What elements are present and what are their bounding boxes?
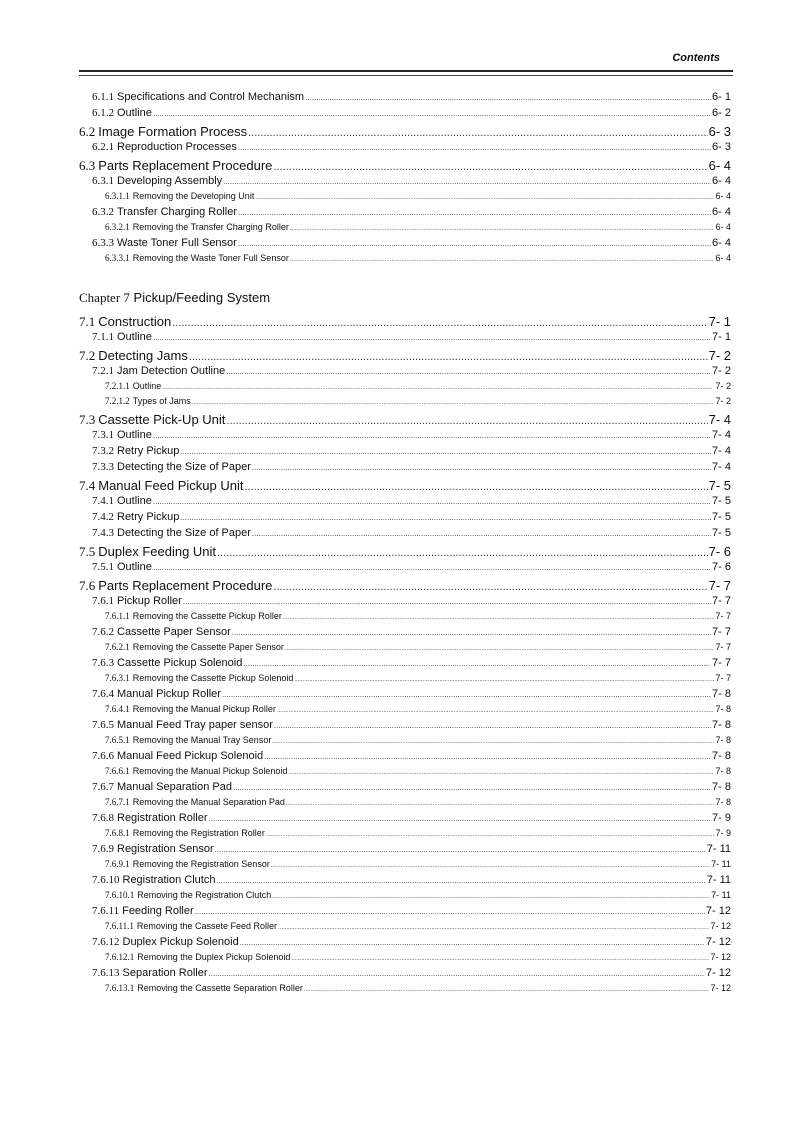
- toc-entry[interactable]: [79, 874, 731, 890]
- toc-entry-page: 7- 8: [715, 766, 731, 776]
- toc-leader-dots: [215, 845, 706, 854]
- toc-entry[interactable]: [79, 859, 731, 874]
- toc-leader-dots: [222, 690, 711, 699]
- toc-leader-dots: [243, 659, 711, 668]
- toc-entry-number: 7.2.1.2: [105, 396, 130, 406]
- toc-leader-dots: [288, 770, 714, 776]
- toc-entry-title: Registration Clutch: [122, 874, 216, 886]
- toc-leader-dots: [153, 431, 711, 440]
- toc-leader-dots: [217, 547, 708, 559]
- toc-entry-number: 7.2.1.1: [105, 381, 130, 391]
- chapter-7-title: Pickup/Feeding System: [133, 290, 271, 305]
- toc-entry-number: 6.3.3: [92, 237, 114, 249]
- toc-leader-dots: [233, 783, 711, 792]
- toc-entry-page: 7- 11: [706, 843, 731, 855]
- toc-entry-title: Manual Feed Tray paper sensor: [117, 719, 273, 731]
- toc-entry[interactable]: [79, 936, 731, 952]
- toc-entry-page: 7- 9: [712, 812, 731, 824]
- toc-entry-title: Image Formation Process: [98, 124, 248, 139]
- toc-entry-title: Registration Roller: [117, 812, 208, 824]
- toc-entry[interactable]: [79, 314, 731, 331]
- toc-entry-title: Feeding Roller: [122, 905, 194, 917]
- toc-entry-number: 7.5.1: [92, 561, 114, 573]
- toc-entry-number: 7.6.11.1: [105, 921, 134, 931]
- toc-entry-title: Cassette Pickup Solenoid: [117, 657, 243, 669]
- toc-entry-page: 7- 8: [712, 688, 731, 700]
- toc-entry-number: 7.6: [79, 578, 96, 593]
- toc-entry-title: Pickup Roller: [117, 595, 182, 607]
- toc-entry-number: 7.6.13.1: [105, 983, 135, 993]
- toc-entry-page: 7- 2: [715, 381, 731, 391]
- toc-entry-page: 7- 8: [715, 735, 731, 745]
- toc-entry[interactable]: [79, 527, 731, 543]
- toc-entry-number: 7.6.12.1: [105, 952, 135, 962]
- toc-entry-number: 7.6.5: [92, 719, 114, 731]
- toc-entry-number: 7.4.3: [92, 527, 114, 539]
- toc-entry-page: 7- 4: [712, 461, 731, 473]
- toc-entry[interactable]: [79, 544, 731, 561]
- toc-entry-page: 6- 4: [712, 206, 731, 218]
- toc-entry-title: Specifications and Control Mechanism: [117, 91, 305, 103]
- toc-entry-page: 7- 5: [708, 478, 731, 493]
- toc-entry-page: 7- 7: [715, 673, 731, 683]
- toc-leader-dots: [195, 907, 705, 916]
- toc-leader-dots: [172, 317, 707, 329]
- toc-entry-title: Removing the Developing Unit: [132, 191, 255, 201]
- toc-leader-dots: [238, 239, 711, 248]
- toc-entry-number: 7.6.8.1: [105, 828, 130, 838]
- toc-entry-title: Parts Replacement Procedure: [98, 578, 273, 593]
- toc-entry-title: Retry Pickup: [117, 445, 180, 457]
- toc-entry-number: 7.4.2: [92, 511, 114, 523]
- toc-entry[interactable]: [79, 657, 731, 673]
- chapter-7-prefix: Chapter 7: [79, 290, 130, 305]
- toc-entry-title: Removing the Cassete Feed Roller: [136, 921, 277, 931]
- toc-leader-dots: [223, 177, 711, 186]
- toc-entry-page: 7- 5: [712, 511, 731, 523]
- toc-entry-title: Separation Roller: [122, 967, 208, 979]
- toc-entry[interactable]: [79, 890, 731, 905]
- toc-entry-title: Removing the Manual Pickup Roller: [132, 704, 276, 714]
- toc-leader-dots: [153, 333, 711, 342]
- toc-entry[interactable]: [79, 704, 731, 719]
- toc-entry-title: Removing the Cassette Paper Sensor: [132, 642, 284, 652]
- toc-entry[interactable]: [79, 843, 731, 859]
- toc-entry-number: 7.6.6: [92, 750, 114, 762]
- toc-entry-page: 7- 6: [712, 561, 731, 573]
- toc-leader-dots: [252, 463, 711, 472]
- toc-entry-page: 7- 7: [712, 657, 731, 669]
- toc-leader-dots: [180, 513, 711, 522]
- toc-entry-title: Removing the Cassette Pickup Roller: [132, 611, 282, 621]
- toc-entry-page: 7- 4: [708, 412, 731, 427]
- toc-entry-title: Cassette Pick-Up Unit: [98, 412, 226, 427]
- toc-entry[interactable]: [79, 331, 731, 347]
- toc-entry-title: Removing the Transfer Charging Roller: [132, 222, 289, 232]
- toc-leader-dots: [290, 257, 715, 263]
- toc-leader-dots: [274, 721, 711, 730]
- toc-entry-title: Cassette Paper Sensor: [117, 626, 231, 638]
- toc-leader-dots: [291, 956, 709, 962]
- toc-entry-page: 7- 9: [715, 828, 731, 838]
- toc-entry[interactable]: [79, 412, 731, 429]
- toc-entry[interactable]: [79, 905, 731, 921]
- toc-entry-page: 6- 3: [708, 124, 731, 139]
- toc-entry-number: 7.3.2: [92, 445, 114, 457]
- toc-leader-dots: [277, 708, 715, 714]
- toc-entry-number: 7.6.8: [92, 812, 114, 824]
- toc-entry-number: 6.1.2: [92, 107, 114, 119]
- toc-entry-number: 7.5: [79, 544, 96, 559]
- toc-entry-title: Duplex Feeding Unit: [98, 544, 217, 559]
- toc-entry-number: 7.3.3: [92, 461, 114, 473]
- toc-entry-title: Outline: [117, 561, 152, 573]
- toc-leader-dots: [264, 752, 711, 761]
- toc-entry[interactable]: [79, 611, 731, 626]
- toc-entry-number: 7.6.2.1: [105, 642, 130, 652]
- toc-entry-title: Removing the Manual Tray Sensor: [132, 735, 272, 745]
- toc-entry-page: 7- 1: [708, 314, 731, 329]
- toc-entry[interactable]: [79, 688, 731, 704]
- toc-entry-page: 7- 7: [708, 578, 731, 593]
- toc-entry[interactable]: [79, 781, 731, 797]
- toc-entry-number: 7.4.1: [92, 495, 114, 507]
- toc-entry-title: Removing the Registration Roller: [132, 828, 265, 838]
- toc-entry-title: Removing the Registration Clutch: [137, 890, 272, 900]
- toc-entry[interactable]: [79, 812, 731, 828]
- toc-entry-page: 6- 4: [715, 191, 731, 201]
- toc-entry[interactable]: [79, 141, 731, 157]
- toc-entry[interactable]: [79, 983, 731, 998]
- toc-entry[interactable]: [79, 766, 731, 781]
- toc-entry-title: Developing Assembly: [117, 175, 223, 187]
- toc-entry-number: 7.4: [79, 478, 96, 493]
- toc-leader-dots: [209, 969, 705, 978]
- toc-entry-page: 7- 4: [712, 445, 731, 457]
- toc-leader-dots: [232, 628, 711, 637]
- toc-entry-title: Outline: [117, 107, 152, 119]
- toc-entry-title: Removing the Manual Separation Pad: [132, 797, 285, 807]
- toc-entry-number: 7.1.1: [92, 331, 114, 343]
- toc-entry-number: 7.6.7.1: [105, 797, 130, 807]
- toc-entry-title: Outline: [132, 381, 162, 391]
- toc-entry-page: 7- 11: [706, 874, 731, 886]
- toc-entry-number: 7.6.9: [92, 843, 114, 855]
- toc-entry-page: 7- 12: [705, 967, 731, 979]
- toc-block-chapter-6: [79, 91, 731, 268]
- toc-entry-number: 7.6.7: [92, 781, 114, 793]
- toc-entry-page: 7- 11: [711, 890, 731, 900]
- toc-entry-number: 7.2: [79, 348, 96, 363]
- toc-entry-number: 7.1: [79, 314, 96, 329]
- running-header: Contents: [672, 52, 720, 64]
- toc-entry-title: Reproduction Processes: [117, 141, 237, 153]
- toc-entry[interactable]: [79, 348, 731, 365]
- toc-leader-dots: [183, 597, 711, 606]
- toc-entry-number: 7.6.9.1: [105, 859, 130, 869]
- toc-entry-title: Detecting the Size of Paper: [117, 527, 251, 539]
- toc-leader-dots: [226, 367, 711, 376]
- toc-entry-page: 7- 12: [710, 921, 731, 931]
- toc-entry-number: 7.6.10: [92, 874, 120, 886]
- toc-leader-dots: [305, 93, 711, 102]
- header-rule-thick: [79, 70, 733, 72]
- toc-entry-number: 7.3: [79, 412, 96, 427]
- header-rule-thin: [79, 75, 733, 76]
- toc-block-chapter-7: [79, 313, 731, 998]
- toc-leader-dots: [290, 226, 715, 232]
- toc-leader-dots: [216, 876, 705, 885]
- toc-entry-title: Removing the Cassette Separation Roller: [137, 983, 303, 993]
- toc-entry-title: Parts Replacement Procedure: [98, 158, 273, 173]
- toc-entry-page: 6- 4: [715, 253, 731, 263]
- toc-entry-number: 7.2.1: [92, 365, 114, 377]
- toc-entry-number: 6.3: [79, 158, 96, 173]
- toc-entry[interactable]: [79, 445, 731, 461]
- toc-entry-title: Outline: [117, 429, 152, 441]
- toc-entry[interactable]: [79, 429, 731, 445]
- toc-leader-dots: [162, 385, 714, 391]
- toc-entry-page: 7- 7: [715, 642, 731, 652]
- toc-entry[interactable]: [79, 461, 731, 477]
- toc-leader-dots: [192, 400, 715, 406]
- toc-entry-title: Duplex Pickup Solenoid: [122, 936, 239, 948]
- toc-leader-dots: [226, 415, 707, 427]
- toc-entry[interactable]: [79, 478, 731, 495]
- toc-leader-dots: [255, 195, 714, 201]
- chapter-7-heading: [79, 290, 270, 306]
- toc-entry[interactable]: [79, 222, 731, 237]
- toc-entry-number: 7.6.11: [92, 905, 120, 917]
- toc-entry[interactable]: [79, 626, 731, 642]
- toc-leader-dots: [153, 109, 711, 118]
- toc-entry-page: 6- 3: [712, 141, 731, 153]
- toc-entry[interactable]: [79, 561, 731, 577]
- toc-leader-dots: [189, 351, 708, 363]
- toc-entry-number: 6.3.2.1: [105, 222, 130, 232]
- toc-entry[interactable]: [79, 735, 731, 750]
- toc-entry-title: Construction: [98, 314, 172, 329]
- toc-entry-page: 6- 2: [712, 107, 731, 119]
- toc-entry-number: 6.3.1: [92, 175, 114, 187]
- toc-entry[interactable]: [79, 91, 731, 107]
- toc-entry-page: 7- 8: [715, 797, 731, 807]
- toc-entry-page: 6- 4: [712, 175, 731, 187]
- toc-entry-number: 7.6.6.1: [105, 766, 130, 776]
- toc-entry-page: 7- 12: [710, 983, 731, 993]
- toc-entry[interactable]: [79, 750, 731, 766]
- toc-entry-number: 7.6.4: [92, 688, 114, 700]
- toc-entry[interactable]: [79, 595, 731, 611]
- toc-entry-page: 7- 7: [712, 626, 731, 638]
- toc-entry[interactable]: [79, 237, 731, 253]
- toc-entry-title: Removing the Registration Sensor: [132, 859, 270, 869]
- toc-entry[interactable]: [79, 365, 731, 381]
- toc-entry[interactable]: [79, 206, 731, 222]
- toc-leader-dots: [278, 925, 709, 931]
- toc-entry-title: Manual Feed Pickup Unit: [98, 478, 244, 493]
- toc-leader-dots: [153, 497, 711, 506]
- toc-entry-title: Outline: [117, 331, 152, 343]
- toc-entry-number: 7.6.1.1: [105, 611, 130, 621]
- toc-entry[interactable]: [79, 511, 731, 527]
- toc-leader-dots: [252, 529, 711, 538]
- toc-leader-dots: [273, 581, 707, 593]
- toc-leader-dots: [248, 127, 708, 139]
- toc-leader-dots: [294, 677, 714, 683]
- toc-entry[interactable]: [79, 124, 731, 141]
- toc-entry-title: Waste Toner Full Sensor: [117, 237, 237, 249]
- toc-entry-page: 7- 5: [712, 527, 731, 539]
- toc-entry[interactable]: [79, 828, 731, 843]
- toc-entry-number: 7.6.1: [92, 595, 114, 607]
- toc-entry-title: Removing the Waste Toner Full Sensor: [132, 253, 289, 263]
- toc-entry-number: 6.2.1: [92, 141, 114, 153]
- toc-entry[interactable]: [79, 797, 731, 812]
- toc-leader-dots: [245, 481, 708, 493]
- toc-leader-dots: [283, 615, 715, 621]
- toc-entry-title: Detecting Jams: [98, 348, 188, 363]
- toc-leader-dots: [304, 987, 710, 993]
- toc-entry-title: Jam Detection Outline: [117, 365, 226, 377]
- toc-leader-dots: [153, 563, 711, 572]
- toc-entry-page: 7- 8: [712, 750, 731, 762]
- toc-leader-dots: [240, 938, 705, 947]
- toc-entry-page: 6- 1: [712, 91, 731, 103]
- toc-leader-dots: [180, 447, 711, 456]
- toc-entry-page: 7- 12: [705, 905, 731, 917]
- toc-entry-number: 6.3.2: [92, 206, 114, 218]
- toc-entry-number: 6.3.1.1: [105, 191, 130, 201]
- toc-entry-page: 7- 8: [715, 704, 731, 714]
- toc-entry-number: 6.2: [79, 124, 96, 139]
- toc-entry-page: 6- 4: [715, 222, 731, 232]
- toc-entry-page: 7- 2: [715, 396, 731, 406]
- toc-entry-number: 7.6.2: [92, 626, 114, 638]
- toc-entry[interactable]: [79, 495, 731, 511]
- toc-entry-number: 7.6.5.1: [105, 735, 130, 745]
- toc-entry-page: 7- 5: [712, 495, 731, 507]
- toc-entry-page: 7- 8: [712, 781, 731, 793]
- toc-entry-page: 7- 2: [708, 348, 731, 363]
- toc-leader-dots: [272, 894, 710, 900]
- toc-entry-title: Manual Pickup Roller: [117, 688, 221, 700]
- toc-entry-page: 7- 7: [715, 611, 731, 621]
- toc-entry-title: Manual Separation Pad: [117, 781, 232, 793]
- toc-entry-page: 7- 7: [712, 595, 731, 607]
- toc-entry[interactable]: [79, 578, 731, 595]
- toc-entry-page: 6- 4: [712, 237, 731, 249]
- toc-entry[interactable]: [79, 381, 731, 396]
- toc-leader-dots: [238, 208, 711, 217]
- toc-entry-title: Retry Pickup: [117, 511, 180, 523]
- toc-entry[interactable]: [79, 642, 731, 657]
- toc-leader-dots: [272, 739, 714, 745]
- toc-leader-dots: [208, 814, 711, 823]
- toc-entry-page: 7- 11: [711, 859, 731, 869]
- toc-entry-title: Outline: [117, 495, 152, 507]
- toc-entry-number: 7.6.4.1: [105, 704, 130, 714]
- toc-entry-number: 7.6.12: [92, 936, 120, 948]
- toc-entry[interactable]: [79, 107, 731, 123]
- toc-entry[interactable]: [79, 719, 731, 735]
- toc-entry[interactable]: [79, 967, 731, 983]
- toc-entry-number: 7.6.10.1: [105, 890, 135, 900]
- toc-entry-number: 6.3.3.1: [105, 253, 130, 263]
- toc-entry-number: 7.3.1: [92, 429, 114, 441]
- toc-entry[interactable]: [79, 191, 731, 206]
- toc-entry-page: 7- 8: [712, 719, 731, 731]
- toc-entry-title: Types of Jams: [132, 396, 191, 406]
- toc-leader-dots: [238, 143, 711, 152]
- toc-entry-page: 7- 6: [708, 544, 731, 559]
- toc-entry[interactable]: [79, 158, 731, 175]
- toc-entry[interactable]: [79, 952, 731, 967]
- toc-entry-number: 7.6.3.1: [105, 673, 130, 683]
- toc-leader-dots: [286, 801, 715, 807]
- toc-entry-page: 6- 4: [708, 158, 731, 173]
- toc-leader-dots: [266, 832, 715, 838]
- toc-entry[interactable]: [79, 253, 731, 268]
- toc-entry[interactable]: [79, 921, 731, 936]
- toc-entry-title: Detecting the Size of Paper: [117, 461, 251, 473]
- toc-entry-title: Removing the Cassette Pickup Solenoid: [132, 673, 294, 683]
- toc-entry-title: Transfer Charging Roller: [117, 206, 238, 218]
- toc-entry-page: 7- 4: [712, 429, 731, 441]
- toc-entry-title: Manual Feed Pickup Solenoid: [117, 750, 264, 762]
- toc-entry-title: Registration Sensor: [117, 843, 214, 855]
- toc-entry-number: 6.1.1: [92, 91, 114, 103]
- toc-leader-dots: [273, 161, 707, 173]
- toc-entry-number: 7.6.13: [92, 967, 120, 979]
- toc-entry[interactable]: [79, 175, 731, 191]
- toc-entry[interactable]: [79, 396, 731, 411]
- toc-leader-dots: [285, 646, 715, 652]
- toc-entry-page: 7- 2: [712, 365, 731, 377]
- toc-entry-page: 7- 1: [712, 331, 731, 343]
- toc-leader-dots: [271, 863, 710, 869]
- toc-entry[interactable]: [79, 673, 731, 688]
- toc-entry-page: 7- 12: [710, 952, 731, 962]
- toc-entry-number: 7.6.3: [92, 657, 114, 669]
- toc-entry-title: Removing the Manual Pickup Solenoid: [132, 766, 288, 776]
- toc-entry-page: 7- 12: [705, 936, 731, 948]
- toc-entry-title: Removing the Duplex Pickup Solenoid: [137, 952, 291, 962]
